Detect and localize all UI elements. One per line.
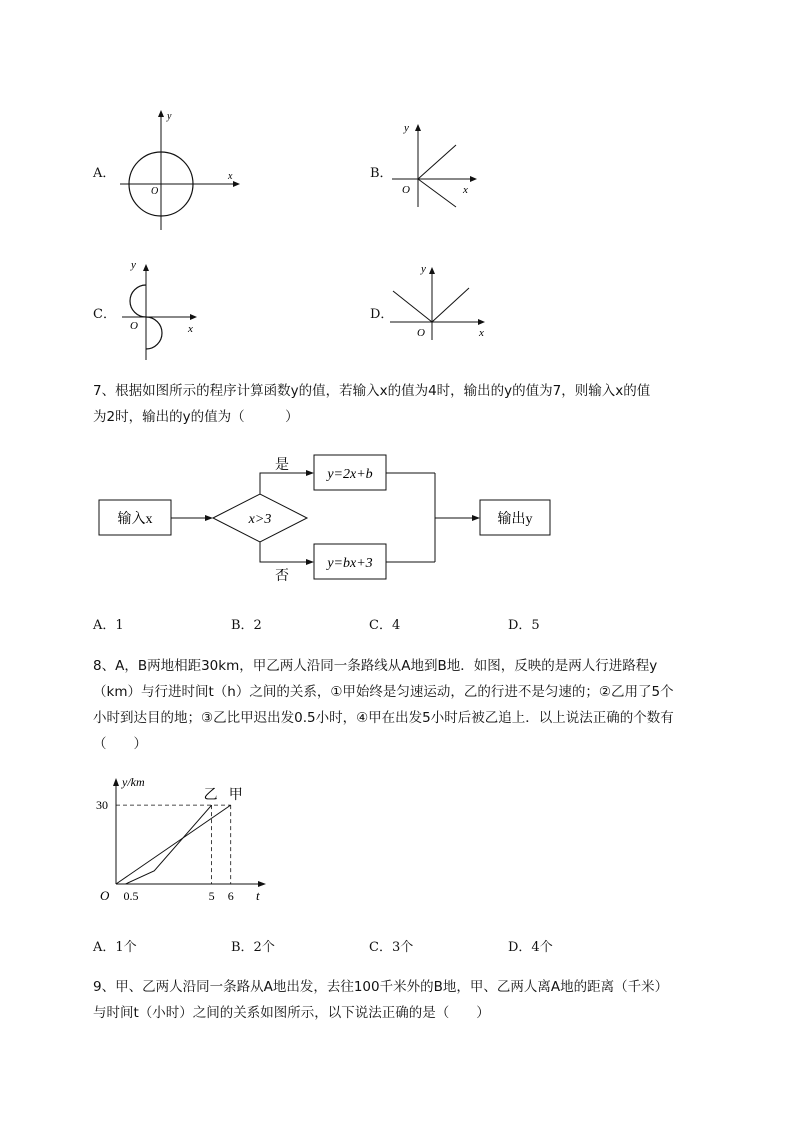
flow-input-text: 输入x	[117, 512, 153, 527]
graph-c-x-label: x	[188, 323, 193, 335]
chart-y-arrow	[113, 778, 119, 786]
q8-text-line2: （km）与行进时间t（h）之间的关系，①甲始终是匀速运动，乙的行进不是匀速的；②乙用了5个	[93, 684, 674, 700]
flow-no-formula: y=bx+3	[327, 556, 373, 571]
q8-text-line4: （ ）	[93, 736, 147, 752]
flow-no-label: 否	[275, 569, 289, 584]
q8-text-line1: 8、A，B两地相距30km，甲乙两人沿同一条路线从A地到B地．如图，反映的是两人行进路程y	[93, 658, 658, 674]
flow-yes-label: 是	[275, 458, 289, 473]
q7-text-line1: 7、根据如图所示的程序计算函数y的值，若输入x的值为4时，输出的y的值为7，则输入x的值	[93, 383, 651, 399]
graph-a-origin: O	[151, 186, 159, 197]
option-b-label: B．	[370, 166, 393, 181]
graph-a-x-label: x	[228, 171, 233, 182]
graph-b-x-label: x	[463, 184, 468, 196]
graph-c-semicircles	[120, 255, 210, 365]
graph-d-y-label: y	[421, 263, 426, 275]
graph-b-origin: O	[402, 184, 410, 196]
q7-text-line2: 为2时，输出的y的值为（ ）	[93, 409, 299, 425]
q9-text-line1: 9、甲、乙两人沿同一条路从A地出发，去往100千米外的B地，甲、乙两人离A地的距离（千米）	[93, 979, 669, 995]
chart-series-name-1: 乙	[203, 788, 218, 804]
chart-x-arrow	[258, 881, 266, 887]
graph-d-origin: O	[417, 327, 425, 339]
graph-d-x-label: x	[479, 327, 484, 339]
chart-x-tick-6: 6	[227, 889, 234, 903]
chart-series-line-0	[116, 805, 231, 884]
graph-a-y-label: y	[167, 111, 172, 122]
chart-series-line-1	[126, 805, 212, 884]
q9-text-line2: 与时间t（小时）之间的关系如图所示，以下说法正确的是（ ）	[93, 1005, 490, 1021]
chart-series-name-0: 甲	[228, 788, 243, 804]
graph-d-v-shape	[385, 258, 495, 343]
q8-text-line3: 小时到达目的地；③乙比甲迟出发0.5小时，④甲在出发5小时后被乙追上．以上说法正确的个数有	[93, 710, 674, 726]
graph-a-circle	[115, 105, 245, 235]
q7-answer-a: A．1	[93, 618, 124, 633]
q8-answer-a: A．1个	[93, 940, 137, 955]
chart-origin-label: O	[100, 888, 110, 903]
flow-yes-formula: y=2x+b	[327, 467, 373, 482]
chart-x-axis-label: t	[256, 888, 260, 903]
q8-answer-b: B．2个	[231, 940, 275, 955]
q7-answer-b: B．2	[231, 618, 262, 633]
q8-distance-time-chart	[92, 770, 272, 910]
chart-y-tick-30: 30	[96, 798, 108, 813]
graph-b-two-lines	[390, 115, 490, 215]
q8-answer-c: C．3个	[369, 940, 414, 955]
q7-answer-d: D．5	[508, 618, 540, 633]
chart-y-axis-label: y/km	[122, 775, 145, 789]
graph-c-y-label: y	[131, 259, 136, 271]
flow-condition-text: x>3	[248, 512, 272, 527]
q7-flowchart	[95, 450, 565, 590]
option-a-label: A．	[93, 166, 116, 181]
graph-c-origin: O	[130, 320, 138, 332]
chart-x-tick-5: 5	[208, 889, 215, 903]
q7-answer-c: C．4	[369, 618, 401, 633]
option-d-label: D．	[370, 307, 394, 322]
flow-output-text: 输出y	[497, 512, 533, 527]
q8-answer-d: D．4个	[508, 940, 553, 955]
option-c-label: C．	[93, 307, 116, 322]
chart-x-tick-0.5: 0.5	[123, 889, 139, 903]
graph-b-y-label: y	[404, 122, 409, 134]
